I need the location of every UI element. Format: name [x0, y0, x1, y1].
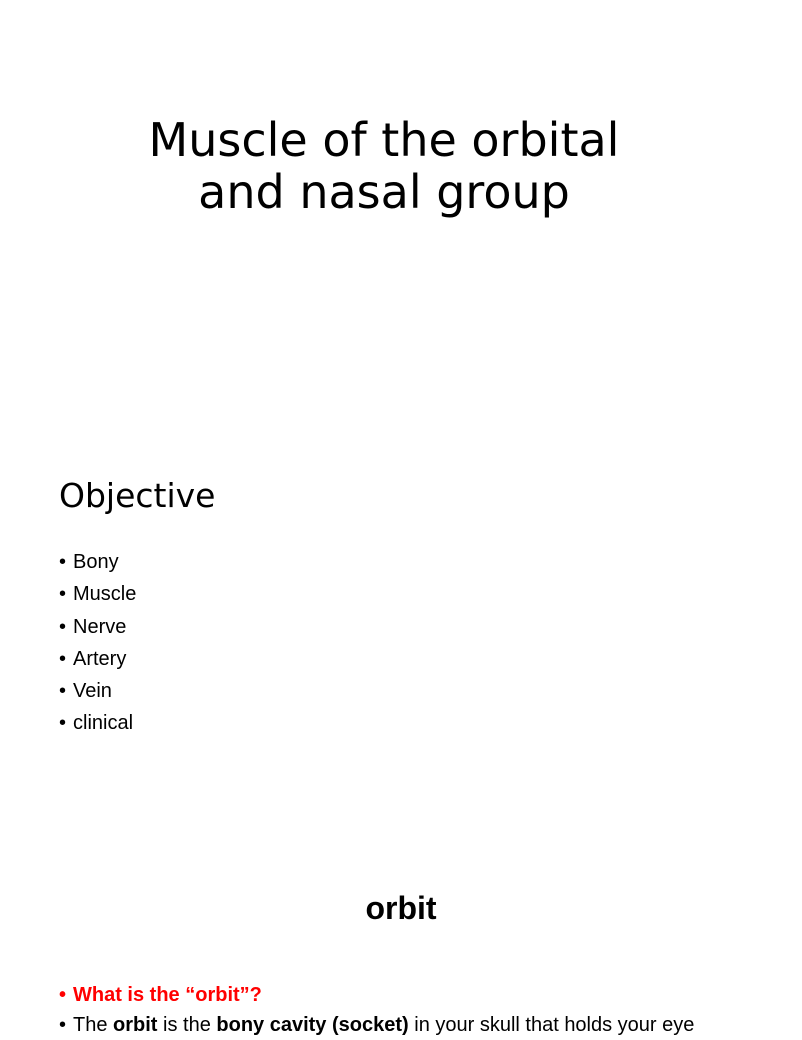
objective-list: [59, 546, 136, 740]
bullet-icon: •: [59, 984, 67, 1006]
list-item: • Artery: [59, 643, 136, 675]
orbit-answer: • The orbit is the bony cavity (socket) in your skull that holds your eye: [59, 1010, 759, 1040]
list-item: • Vein: [59, 675, 136, 707]
orbit-question: • What is the “orbit”?: [59, 980, 759, 1010]
bullet-icon: •: [59, 583, 67, 606]
bullet-icon: •: [59, 551, 67, 573]
list-item: • Nerve: [59, 611, 136, 643]
bullet-icon: •: [59, 1014, 67, 1036]
list-item: • Bony: [59, 546, 136, 578]
slide-title: [0, 114, 768, 218]
slide-title-line-1: Muscle of the orbital: [148, 113, 620, 167]
bullet-icon: •: [59, 680, 67, 703]
objective-heading: Objective: [59, 476, 216, 515]
orbit-heading: orbit: [365, 890, 437, 926]
list-item: • Muscle: [59, 578, 136, 610]
orbit-list: [59, 980, 759, 1040]
slide-title-line-2: and nasal group: [198, 165, 570, 219]
bullet-icon: •: [59, 712, 67, 735]
bullet-icon: •: [59, 647, 67, 670]
list-item: • clinical: [59, 707, 136, 739]
bullet-icon: •: [59, 615, 67, 638]
